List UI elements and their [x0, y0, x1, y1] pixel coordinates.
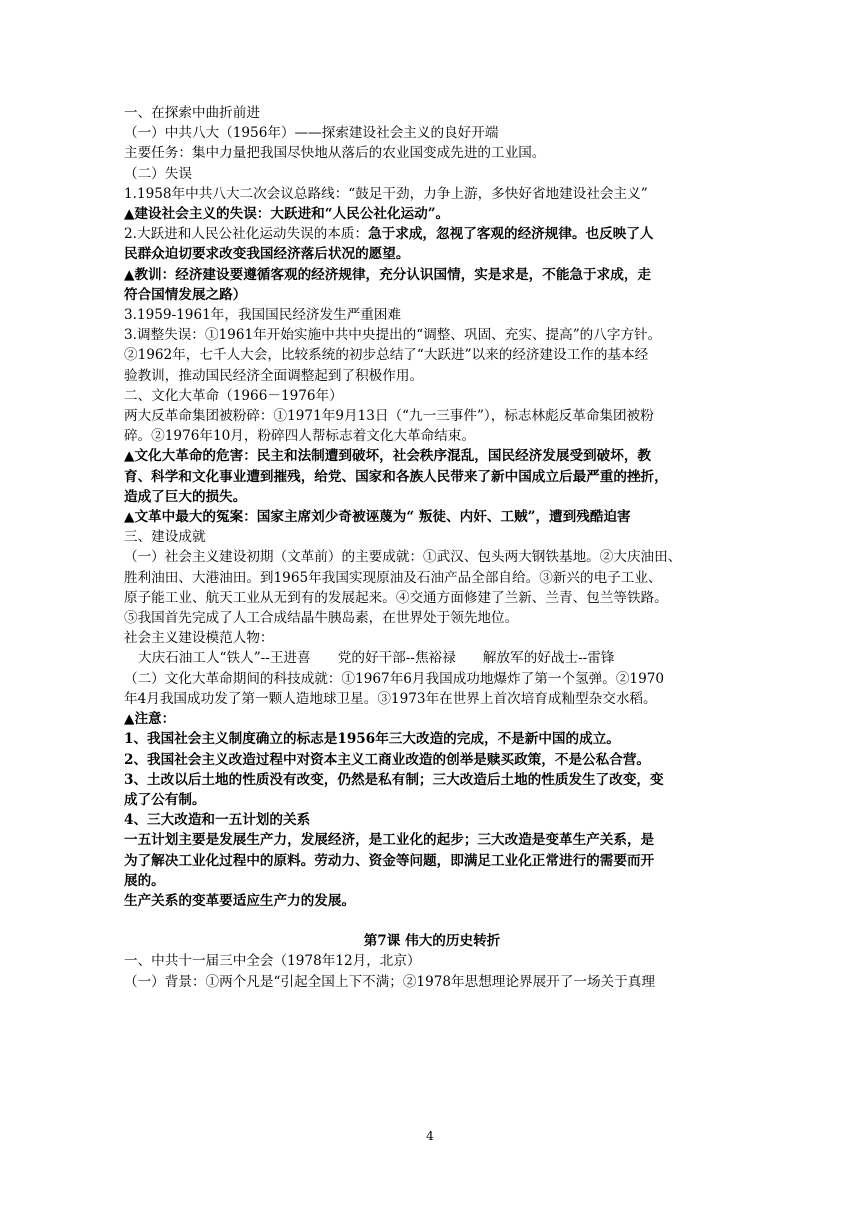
text-line: 1、我国社会主义制度确立的标志是1956年三大改造的完成，不是新中国的成立。 — [124, 731, 620, 748]
text-line: 一、在探索中曲折前进 — [124, 105, 260, 121]
text-line: 三、建设成就 — [124, 529, 206, 546]
text-bold: 急于求成，忽视了客观的经济规律。也反映了人 — [368, 226, 654, 243]
text-line: ▲注意： — [124, 711, 176, 728]
text-line: 1.1958年中共八大二次会议总路线：“鼓足干劲，力争上游，多快好省地建设社会主义” — [124, 185, 648, 202]
text-line: （二）失误 — [124, 165, 192, 182]
text-line: （一）社会主义建设初期（文革前）的主要成就：①武汉、包头两大钢铁基地。②大庆油田、 — [124, 549, 682, 566]
text-line: 大庆石油工人“铁人”--王进喜 党的好干部--焦裕禄 解放军的好战士--雷锋 — [138, 650, 615, 667]
text-line: 符合国情发展之路） — [124, 286, 247, 303]
text-line: ②1962年，七千人大会，比较系统的初步总结了“大跃进”以来的经济建设工作的基本经 — [124, 347, 649, 364]
document-body — [124, 103, 740, 992]
text-line: 3、土改以后土地的性质没有改变，仍然是私有制；三大改造后土地的性质发生了改变，变 — [124, 771, 664, 788]
text-line: 胜利油田、大港油田。到1965年我国实现原油及石油产品全部自给。③新兴的电子工业、 — [124, 569, 662, 586]
text-line: 民群众迫切要求改变我国经济落后状况的愿望。 — [124, 246, 410, 263]
text-line: 一五计划主要是发展生产力，发展经济，是工业化的起步；三大改造是变革生产关系，是 — [124, 832, 655, 849]
text-line: 展的。 — [124, 872, 165, 889]
text-line: 造成了巨大的损失。 — [124, 488, 247, 505]
text-line: 生产关系的变革要适应生产力的发展。 — [124, 892, 356, 909]
text-line: 主要任务：集中力量把我国尽快地从落后的农业国变成先进的工业国。 — [124, 145, 546, 162]
text-line: 碎。②1976年10月，粉碎四人帮标志着文化大革命结束。 — [124, 428, 475, 445]
section-title: 第7课 伟大的历史转折 — [363, 933, 501, 950]
text-line: 为了解决工业化过程中的原料。劳动力、资金等问题，即满足工业化正常进行的需要而开 — [124, 852, 655, 869]
text-line: 一、中共十一届三中全会（1978年12月，北京） — [124, 953, 421, 970]
text-line: ▲文化大革命的危害：民主和法制遭到破坏，社会秩序混乱，国民经济发展受到破坏，教 — [124, 448, 652, 465]
text-line: 两大反革命集团被粉碎：①1971年9月13日（“九一三事件”），标志林彪反革命集团被粉 — [124, 408, 654, 425]
text-normal: 2.大跃进和人民公社化运动失误的本质： — [124, 226, 369, 243]
spacer — [124, 911, 740, 931]
text-line: 成了公有制。 — [124, 791, 206, 808]
text-line: ▲建设社会主义的失误：大跃进和“人民公社化运动”。 — [124, 206, 450, 223]
text-line: 3.1959-1961年，我国国民经济发生严重困难 — [124, 307, 402, 324]
text-line: ▲教训：经济建设要遵循客观的经济规律，充分认识国情，实是求是，不能急于求成，走 — [124, 266, 652, 283]
text-line: 二、文化大革命（1966－1976年） — [124, 387, 343, 404]
page-number: 4 — [426, 1129, 434, 1143]
text-line — [124, 224, 740, 244]
text-line: ▲文革中最大的冤案：国家主席刘少奇被诬蔑为“ 叛徒、内奸、工贼”，遭到残酷迫害 — [124, 509, 631, 526]
text-line: 验教训，推动国民经济全面调整起到了积极作用。 — [124, 367, 424, 384]
text-line: 3.调整失误：①1961年开始实施中共中央提出的“调整、巩固、充实、提高”的八字方针。 — [124, 327, 662, 344]
text-line: ⑤我国首先完成了人工合成结晶牛胰岛素，在世界处于领先地位。 — [124, 610, 519, 627]
text-line: （一）背景：①两个凡是“引起全国上下不满；②1978年思想理论界展开了一场关于真理 — [124, 973, 655, 990]
text-line: 4、三大改造和一五计划的关系 — [124, 812, 311, 829]
text-line: 社会主义建设模范人物： — [124, 630, 274, 647]
text-line: 年4月我国成功发了第一颗人造地球卫星。③1973年在世界上首次培育成籼型杂交水稻。 — [124, 690, 657, 707]
text-line: （二）文化大革命期间的科技成就：①1967年6月我国成功地爆炸了第一个氢弹。②1970 — [124, 670, 665, 687]
text-line: （一）中共八大（1956年）——探索建设社会主义的良好开端 — [124, 125, 499, 142]
text-line: 育、科学和文化事业遭到摧残，给党、国家和各族人民带来了新中国成立后最严重的挫折， — [124, 468, 668, 485]
text-line: 原子能工业、航天工业从无到有的发展起来。④交通方面修建了兰新、兰青、包兰等铁路。 — [124, 589, 668, 606]
text-line: 2、我国社会主义改造过程中对资本主义工商业改造的创举是赎买政策，不是公私合营。 — [124, 751, 651, 768]
